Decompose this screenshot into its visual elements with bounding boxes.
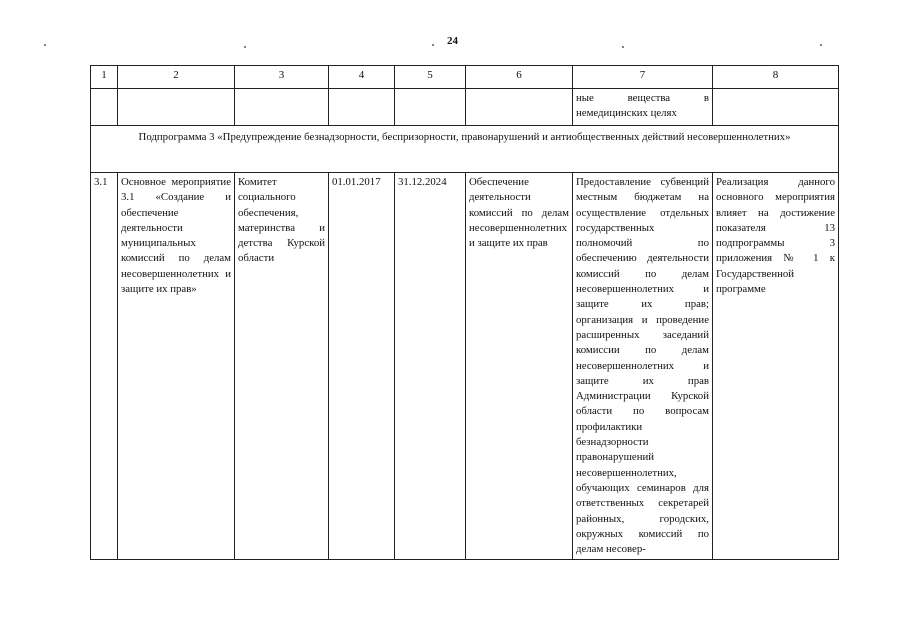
scan-speck — [622, 46, 624, 48]
row-number: 3.1 — [91, 173, 118, 560]
cell — [91, 89, 118, 126]
scan-speck — [820, 44, 822, 46]
measure-content: Предоставление субвенций местным бюджетам на осуществление отдельных государственных полномочий по обеспечению деятельности комиссий по делам несовершеннолетних и защите их прав; организация и проведение расширенных заседаний комиссии по делам несовершеннолетних и защите их прав Администрации Курской области по вопросам профилактики безнадзорности правонарушений несовершеннолетних, обучающих семинаров для ответственных секретарей районных, городских, окружных комиссий по делам несовер- — [573, 173, 713, 560]
header-cell-4: 4 — [329, 66, 395, 89]
start-date: 01.01.2017 — [329, 173, 395, 560]
scan-speck — [44, 44, 46, 46]
header-cell-1: 1 — [91, 66, 118, 89]
cell — [118, 89, 235, 126]
header-row — [91, 66, 839, 89]
subprogram-row — [91, 126, 839, 173]
header-cell-7: 7 — [573, 66, 713, 89]
cell — [713, 89, 839, 126]
measure-name: Основное мероприятие 3.1 «Создание и обеспечение деятельности муниципальных комиссий по делам несовершеннолетних и защите их прав» — [118, 173, 235, 560]
cell — [395, 89, 466, 126]
header-cell-3: 3 — [235, 66, 329, 89]
subprogram-title: Подпрограмма 3 «Предупреждение безнадзорности, беспризорности, правонарушений и антиобщественных действий несовершеннолетних» — [91, 126, 839, 173]
page-number: 24 — [447, 35, 458, 47]
cell — [466, 89, 573, 126]
expected-result: Обеспечение деятельности комиссий по делам несовершеннолетних и защите их прав — [466, 173, 573, 560]
cell — [329, 89, 395, 126]
cell — [235, 89, 329, 126]
scan-speck — [244, 46, 246, 48]
header-cell-8: 8 — [713, 66, 839, 89]
scan-speck — [432, 44, 434, 46]
end-date: 31.12.2024 — [395, 173, 466, 560]
measure-row-3-1 — [91, 173, 839, 560]
header-cell-6: 6 — [466, 66, 573, 89]
header-cell-5: 5 — [395, 66, 466, 89]
header-cell-2: 2 — [118, 66, 235, 89]
indicator-link: Реализация данного основного мероприятия влияет на достижение показателя 13 подпрограммы 3 приложения № 1 к Государственной программе — [713, 173, 839, 560]
executor: Комитет социального обеспечения, материнства и детства Курской области — [235, 173, 329, 560]
measures-table — [90, 65, 839, 560]
continuation-text: ные вещества в немедицинских целях — [573, 89, 713, 126]
continuation-row — [91, 89, 839, 126]
